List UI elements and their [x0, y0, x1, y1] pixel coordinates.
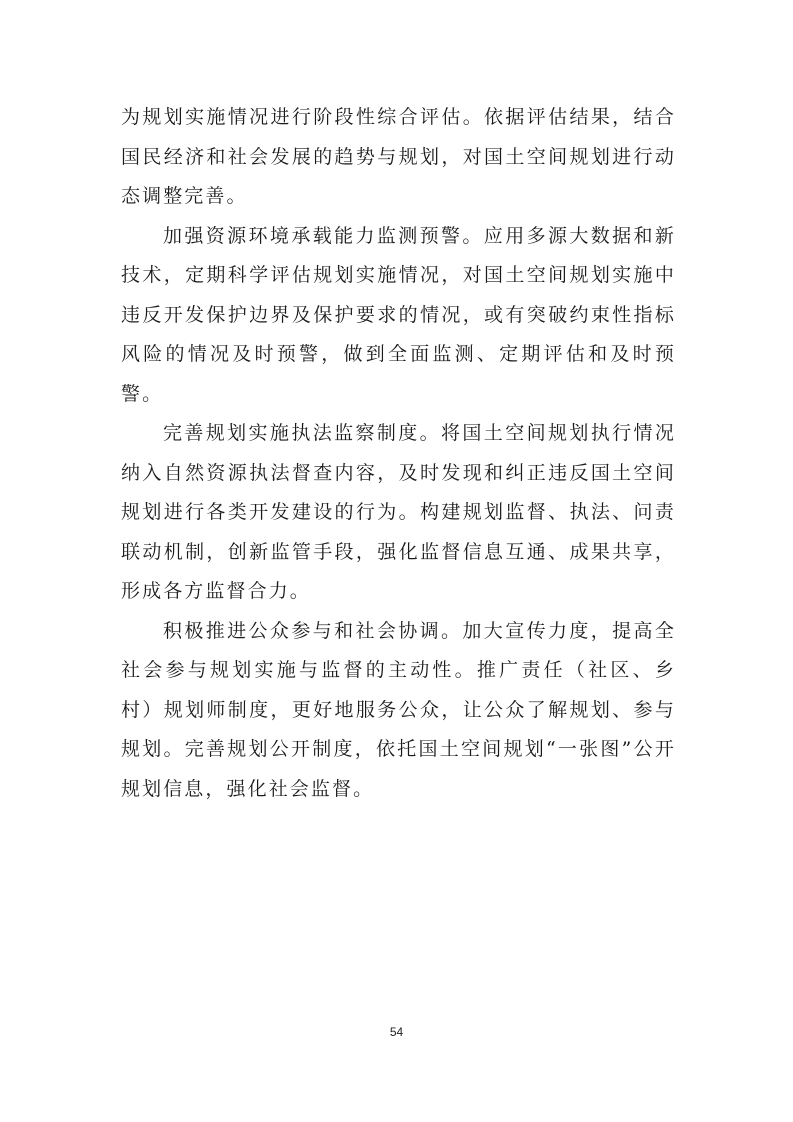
paragraph-assessment-continuation: 为规划实施情况进行阶段性综合评估。依据评估结果，结合国民经济和社会发展的趋势与规划，对国土空间规划进行动态调整完善。	[121, 106, 676, 207]
paragraph-public-participation: 积极推进公众参与和社会协调。加大宣传力度，提高全社会参与规划实施与监督的主动性。推广责任（社区、乡村）规划师制度，更好地服务公众，让公众了解规划、参与规划。完善规划公开制度，依托国土空间规划“一张图”公开规划信息，强化社会监督。	[121, 619, 676, 800]
paragraph-monitoring-warning: 加强资源环境承载能力监测预警。应用多源大数据和新技术，定期科学评估规划实施情况，对国土空间规划实施中违反开发保护边界及保护要求的情况，或有突破约束性指标风险的情况及时预警，做到全面监测、定期评估和及时预警。	[121, 224, 676, 405]
body-text	[121, 98, 676, 809]
page-number: 54	[389, 1025, 404, 1039]
paragraph-enforcement-supervision: 完善规划实施执法监察制度。将国土空间规划执行情况纳入自然资源执法督查内容，及时发现和纠正违反国土空间规划进行各类开发建设的行为。构建规划监督、执法、问责联动机制，创新监管手段，强化监督信息互通、成果共享，形成各方监督合力。	[121, 422, 676, 602]
